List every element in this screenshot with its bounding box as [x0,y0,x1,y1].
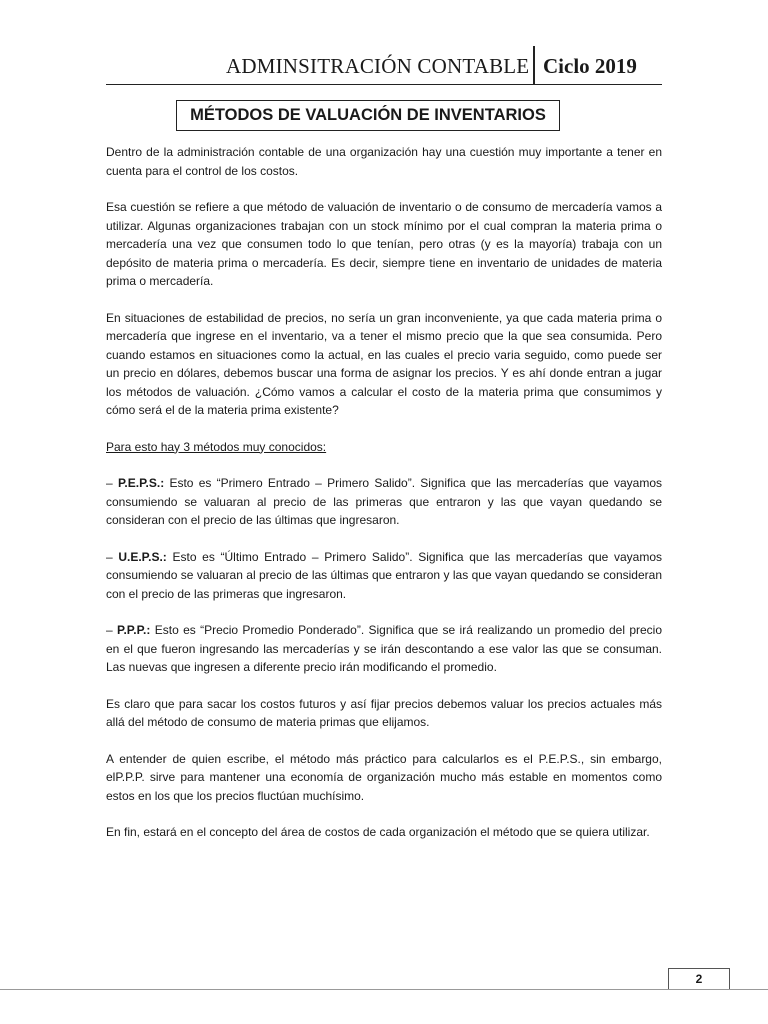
method-ppp-prefix: – [106,623,118,637]
cycle-label: Ciclo 2019 [543,54,637,78]
header-rule [106,84,662,85]
paragraph-conclusion: En fin, estará en el concepto del área de costos de cada organización el método que se quiera utilizar. [106,825,650,839]
page-header [0,46,768,86]
method-ppp-name: P.P.P.: [117,623,151,637]
method-peps-text: Esto es “Primero Entrado – Primero Salido”. Significa que las mercaderías que vayamos consumiendo se valuaran al precio de las primeras que entraron y las que vayan quedando se consideran con el precio de las últimas que ingresaron. [106,476,663,527]
method-ueps-text: Esto es “Último Entrado – Primero Salido”. Significa que las mercaderías que vayamos consumiendo se valuaran al precio de las últimas que entraron y las que vayan quedando se consideran con el precio de las primeras que ingresaron. [106,549,662,601]
document-title: MÉTODOS DE VALUACIÓN DE INVENTARIOS [190,106,546,124]
method-ueps-name: U.E.P.S.: [118,549,167,564]
footer-rule [0,989,768,990]
header-divider [533,46,535,84]
paragraph-intro: Dentro de la administración contable de una organización hay una cuestión muy importante a tener en cuenta para el control de los costos. [106,145,662,178]
page-number: 2 [668,968,730,989]
document-title-box [176,100,560,131]
method-ueps [106,548,662,604]
course-title: ADMINSITRACIÓN CONTABLE [226,54,530,78]
paragraph-future-costs: Es claro que para sacar los costos futuros y así fijar precios debemos valuar los precios actuales más allá del método de consumo de materia primas que elijamos. [106,696,662,729]
document-body [106,143,662,860]
method-peps-name: P.E.P.S.: [117,476,165,490]
paragraph-author-opinion: A entender de quien escribe, el método más práctico para calcularlos es el P.E.P.S., sin embargo, elP.P.P. sirve para mantener una economía de organización mucho más estable en momentos como estos en los que los precios fluctúan muchísimo. [106,751,662,803]
method-ppp-text: Esto es “Precio Promedio Ponderado”. Significa que se irá realizando un promedio del precio en el que fueron ingresando las mercaderías y se irán descontando a ese valor las que se consuman. Las nuevas que ingresen a diferente precio irán modificando el promedio. [106,623,662,674]
method-ppp [106,621,662,677]
method-peps-prefix: – [106,476,118,490]
paragraph-question: Esa cuestión se refiere a que método de valuación de inventario o de consumo de mercadería vamos a utilizar. Algunas organizaciones trabajan con un stock mínimo por el cual compran la materia prima o mercadería una vez que consumen todo lo que tenían, pero otras (y es la mayoría) trabaja con un depósito de materia prima o mercadería. Es decir, siempre tiene en inventario de unidades de materia prima o mercadería. [106,200,662,288]
methods-list-intro: Para esto hay 3 métodos muy conocidos: [106,439,327,454]
paragraph-prices: En situaciones de estabilidad de precios, no sería un gran inconveniente, ya que cada materia prima o mercadería que ingrese en el inventario, va a tener el mismo precio que la que sea consumida. Pero cuando estamos en situaciones como la actual, en las cuales el precio varia seguido, como puede ser un precio en dólares, debemos buscar una forma de asignar los precios. Y es ahí donde entran a jugar los métodos de valuación. ¿Cómo vamos a calcular el costo de la materia prima que consumimos y cómo será el de la materia prima existente? [106,310,662,417]
method-peps [106,474,662,530]
method-ueps-prefix: – [106,549,119,564]
